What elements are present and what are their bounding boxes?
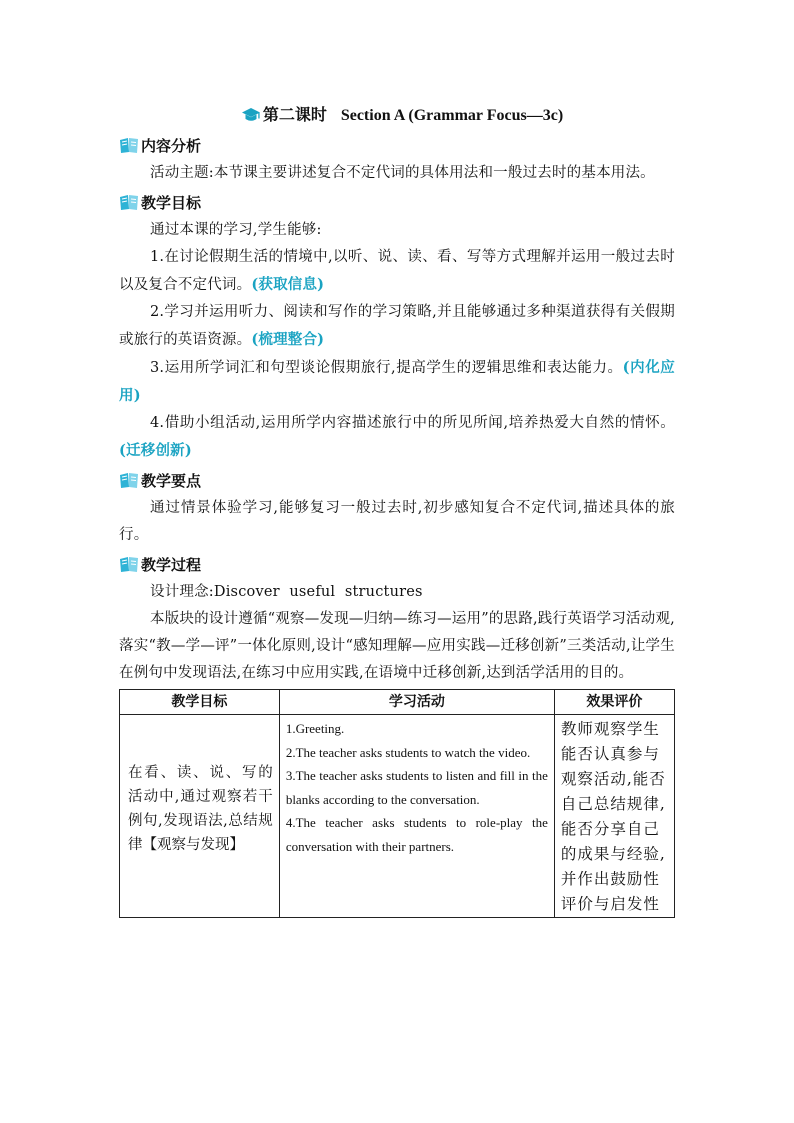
section-heading-text: 教学目标: [141, 194, 202, 212]
lesson-number: 第二课时: [262, 105, 327, 124]
goal-item: [119, 244, 675, 299]
book-icon: [119, 192, 139, 210]
goal-text: 2.学习并运用听力、阅读和写作的学习策略,并且能够通过多种渠道获得有关假期或旅行的英语资源。: [119, 304, 675, 348]
section-heading-process: [119, 551, 675, 579]
graduation-cap-icon: [241, 103, 261, 133]
book-icon: [119, 554, 139, 572]
activity-item: 3.The teacher asks students to listen and fill in the blanks according to the conversation.: [285, 768, 548, 807]
table-row: [120, 715, 675, 918]
table-header-cell: 效果评价: [554, 690, 674, 715]
goal-text: 3.运用所学词汇和句型谈论假期旅行,提高学生的逻辑思维和表达能力。: [150, 360, 623, 376]
goal-tag: (内化应用): [119, 359, 675, 404]
section-heading-text: 教学要点: [141, 472, 202, 490]
evaluation-cell: 教师观察学生能否认真参与观察活动,能否自己总结规律,能否分享自己的成果与经验,并作出鼓励性评价与启发性: [554, 715, 674, 918]
design-concept: 设计理念:Discover useful structures: [150, 584, 423, 600]
activity-cell: [279, 715, 554, 918]
goals-intro: 通过本课的学习,学生能够:: [150, 222, 322, 238]
activity-item: 1.Greeting.: [285, 721, 345, 736]
section-title: Section A (Grammar Focus—3c): [340, 107, 564, 124]
keypoints-paragraph: 通过情景体验学习,能够复习一般过去时,初步感知复合不定代词,描述具体的旅行。: [119, 500, 675, 543]
book-icon: [119, 470, 139, 488]
section-heading-keypoints: [119, 467, 675, 495]
goal-item: [119, 354, 675, 410]
goal-cell: 在看、读、说、写的活动中,通过观察若干例句,发现语法,总结规律【观察与发现】: [120, 715, 280, 918]
document-page: [119, 100, 675, 918]
goal-tag: (梳理整合): [251, 331, 325, 348]
section-heading-content: [119, 132, 675, 160]
goal-item: [119, 410, 675, 465]
section-heading-text: 教学过程: [141, 556, 202, 574]
section-heading-text: 内容分析: [141, 137, 202, 155]
goal-tag: (获取信息): [251, 276, 325, 293]
lesson-title: [129, 100, 675, 130]
activity-item: 2.The teacher asks students to watch the video.: [285, 744, 531, 760]
process-paragraph: 本版块的设计遵循“观察—发现—归纳—练习—运用”的思路,践行英语学习活动观,落实“教—学—评”一体化原则,设计“感知理解—应用实践—迁移创新”三类活动,让学生在例句中发现语法,在练习中应用实践,在语境中迁移创新,达到活学活用的目的。: [119, 611, 675, 681]
goal-text: 4.借助小组活动,运用所学内容描述旅行中的所见所闻,培养热爱大自然的情怀。: [150, 415, 675, 431]
goal-tag: (迁移创新): [119, 442, 192, 459]
book-icon: [119, 135, 139, 153]
goal-text: 1.在讨论假期生活的情境中,以听、说、读、看、写等方式理解并运用一般过去时以及复合不定代词。: [119, 249, 675, 293]
goal-item: [119, 299, 675, 354]
section-heading-goals: [119, 189, 675, 217]
content-paragraph: 活动主题:本节课主要讲述复合不定代词的具体用法和一般过去时的基本用法。: [150, 165, 655, 181]
lesson-table: [119, 689, 675, 918]
table-header-cell: 教学目标: [120, 690, 280, 715]
table-header-cell: 学习活动: [279, 690, 554, 715]
activity-item: 4.The teacher asks students to role-play the conversation with their partners.: [285, 815, 548, 854]
table-header-row: [120, 690, 675, 715]
